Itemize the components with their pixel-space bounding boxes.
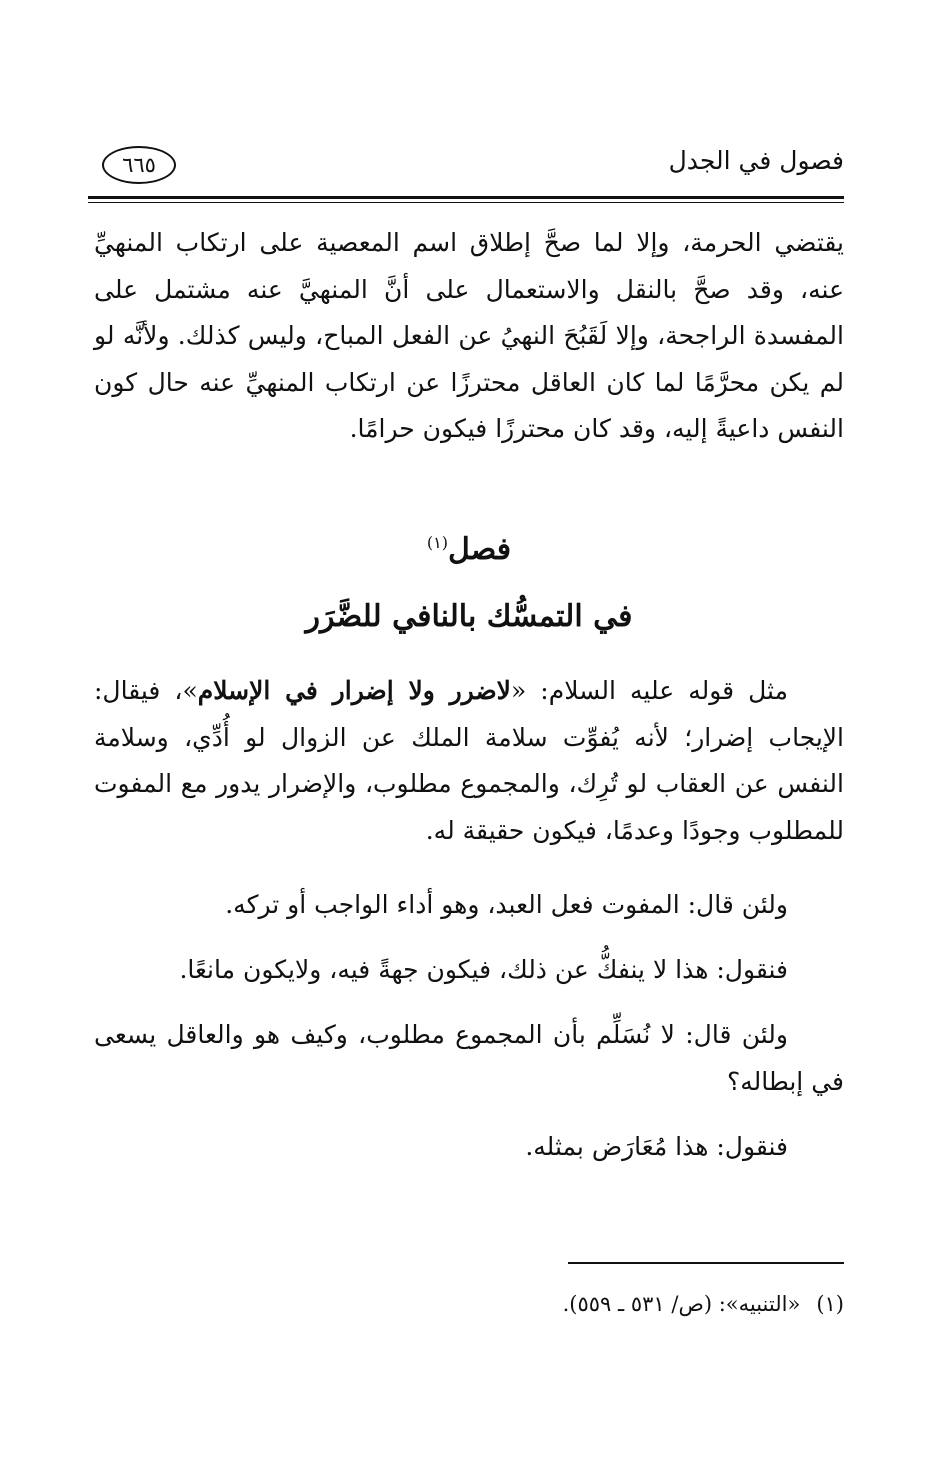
- footnote: [94, 1286, 844, 1322]
- paragraph-3: ولئن قال: المفوت فعل العبد، وهو أداء الواجب أو تركه.: [225, 890, 788, 919]
- footnote-rule: [568, 1262, 844, 1264]
- paragraph-6: فنقول: هذا مُعَارَض بمثله.: [525, 1132, 788, 1161]
- header-rule: [88, 196, 844, 199]
- footnote-reference: (١): [426, 533, 448, 552]
- footnote-number: (١): [816, 1292, 844, 1316]
- footnote-text: «التنبيه»: (ص/ ٥٣١ ـ ٥٥٩).: [562, 1292, 801, 1316]
- section-subheading: في التمسُّك بالنافي للضَّرَر: [305, 599, 633, 634]
- header-rule-thin: [88, 202, 844, 203]
- section-heading-text: فصل: [448, 532, 512, 567]
- page-number: ٦٦٥: [102, 146, 176, 184]
- hadith-quote: لاضرر ولا إضرار في الإسلام: [197, 676, 511, 705]
- paragraph-2: [94, 668, 844, 854]
- page-header: [88, 140, 844, 190]
- paragraph-5: ولئن قال: لا نُسَلِّم بأن المجموع مطلوب، وكيف هو والعاقل يسعى في إبطاله؟: [94, 1020, 844, 1096]
- paragraph-2-lead: مثل قوله عليه السلام: «: [510, 676, 788, 705]
- paragraph-4: فنقول: هذا لا ينفكُّ عن ذلك، فيكون جهةً فيه، ولايكون مانعًا.: [179, 955, 788, 984]
- paragraph-1: يقتضي الحرمة، وإلا لما صحَّ إطلاق اسم المعصية على ارتكاب المنهيِّ عنه، وقد صحَّ بالنقل والاستعمال على أنَّ المنهيَّ عنه مشتمل على المفسدة الراجحة، وإلا لَقَبُحَ النهيُ عن الفعل المباح، وليس كذلك. ولأنَّه لو لم يكن محرَّمًا لما كان العاقل محترزًا عن ارتكاب المنهيِّ عنه حال كون النفس داعيةً إليه، وقد كان محترزًا فيكون حرامًا.: [94, 228, 844, 443]
- paragraph-2-rest: »، فيقال: الإيجاب إضرار؛ لأنه يُفوِّت سلامة الملك عن الزوال لو أُدِّي، وسلامة النفس عن العقاب لو تُرِك، والمجموع مطلوب، والإضرار يدور مع المفوت للمطلوب وجودًا وعدمًا، فيكون حقيقة له.: [94, 676, 844, 845]
- running-title: فصول في الجدل: [668, 146, 844, 175]
- section-heading: [94, 528, 844, 572]
